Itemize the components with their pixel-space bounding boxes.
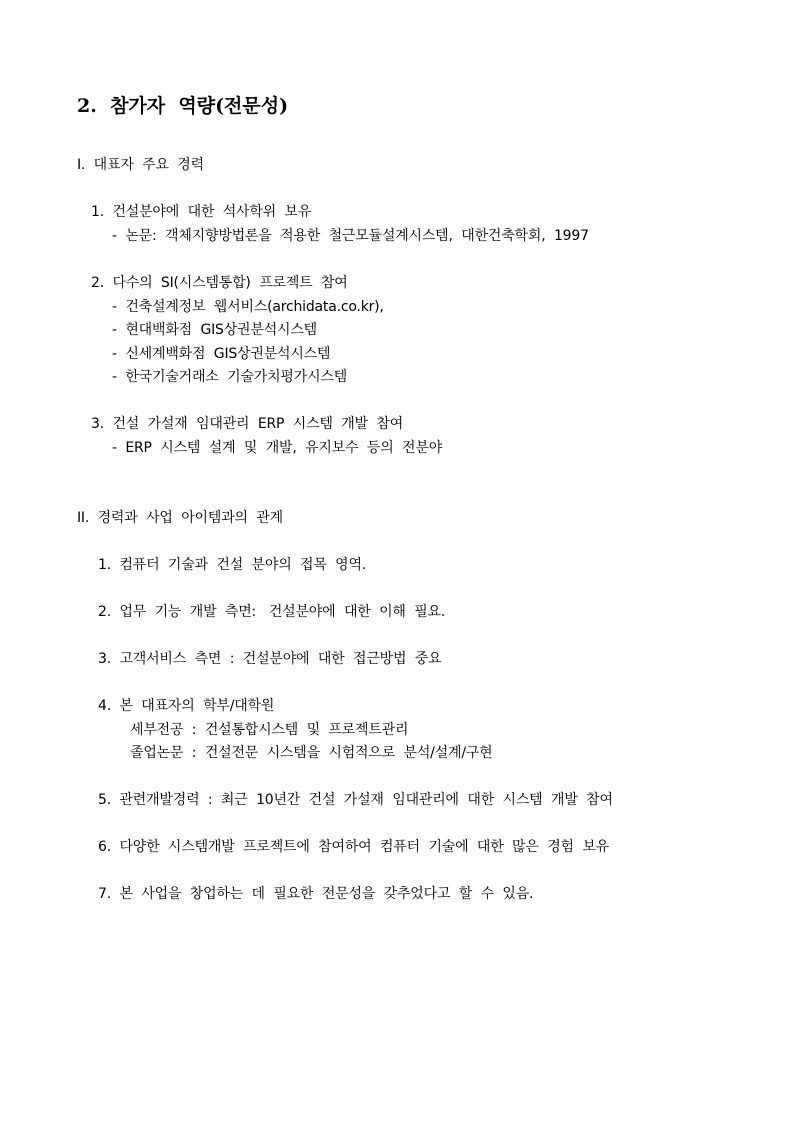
list-item: 4. 본 대표자의 학부/대학원 (98, 698, 275, 714)
list-item: 2. 다수의 SI(시스템통합) 프로젝트 참여 (91, 275, 348, 291)
list-item: 1. 컴퓨터 기술과 건설 분야의 접목 영역. (98, 557, 367, 573)
list-item: 5. 관련개발경력 : 최근 10년간 건설 가설재 임대관리에 대한 시스템 개발 참여 (98, 792, 613, 808)
page-title: 2. 참가자 역량(전문성) (77, 95, 289, 117)
list-item: 6. 다양한 시스템개발 프로젝트에 참여하여 컴퓨터 기술에 대한 많은 경험 보유 (98, 839, 610, 855)
sub-item: 세부전공 : 건설통합시스템 및 프로젝트관리 (130, 722, 409, 738)
sub-item: - 신세계백화점 GIS상권분석시스템 (112, 346, 331, 362)
list-item: 7. 본 사업을 창업하는 데 필요한 전문성을 갖추었다고 할 수 있음. (98, 886, 534, 902)
sub-item: - ERP 시스템 설계 및 개발, 유지보수 등의 전분야 (112, 440, 443, 456)
list-item: 2. 업무 기능 개발 측면: 건설분야에 대한 이해 필요. (98, 604, 446, 620)
list-item: 3. 고객서비스 측면 : 건설분야에 대한 접근방법 중요 (98, 651, 442, 667)
list-item: 3. 건설 가설재 임대관리 ERP 시스템 개발 참여 (91, 416, 404, 432)
list-item: 1. 건설분야에 대한 석사학위 보유 (91, 204, 312, 220)
sub-item: 졸업논문 : 건설전문 시스템을 시험적으로 분석/설계/구현 (130, 745, 493, 761)
section-heading: I. 대표자 주요 경력 (77, 157, 204, 173)
section-heading: II. 경력과 사업 아이템과의 관계 (77, 510, 283, 526)
sub-item: - 현대백화점 GIS상권분석시스템 (112, 322, 318, 338)
sub-item: - 건축설계정보 웹서비스(archidata.co.kr), (112, 299, 384, 315)
sub-item: - 논문: 객체지향방법론을 적용한 철근모듈설계시스템, 대한건축학회, 1997 (112, 228, 589, 244)
sub-item: - 한국기술거래소 기술가치평가시스템 (112, 369, 348, 385)
